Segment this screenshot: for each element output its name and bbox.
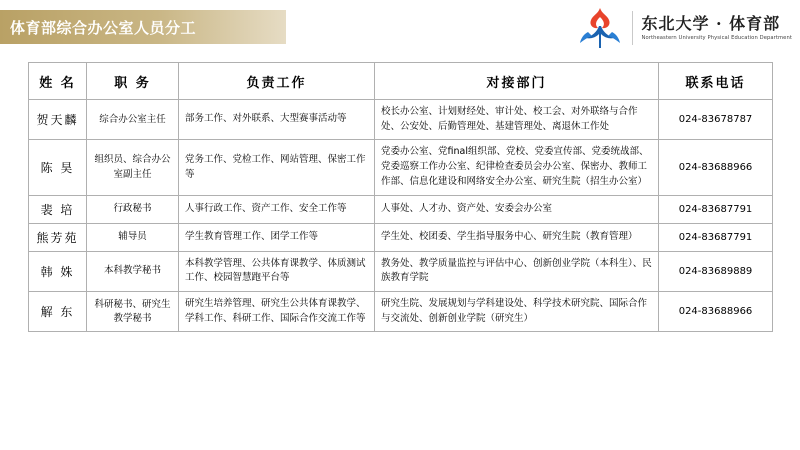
table-row <box>29 195 773 223</box>
cell-duty: 研究生培养管理、研究生公共体育课教学、学科工作、科研工作、国际合作交流工作等 <box>179 292 375 332</box>
cell-duty: 本科教学管理、公共体育课教学、体质测试工作、校园智慧跑平台等 <box>179 251 375 291</box>
cell-name: 贺天麟 <box>29 100 87 140</box>
cell-phone: 024-83688966 <box>659 292 773 332</box>
brand-name-cn: 东北大学 · 体育部 <box>641 13 781 33</box>
brand-divider <box>632 11 633 45</box>
cell-post: 综合办公室主任 <box>87 100 179 140</box>
column-header-post: 职 务 <box>87 63 179 100</box>
cell-duty: 党务工作、党检工作、网站管理、保密工作等 <box>179 140 375 195</box>
table-row <box>29 292 773 332</box>
cell-dept: 人事处、人才办、资产处、安委会办公室 <box>375 195 659 223</box>
cell-post: 科研秘书、研究生教学秘书 <box>87 292 179 332</box>
cell-name: 解 东 <box>29 292 87 332</box>
cell-phone: 024-83688966 <box>659 140 773 195</box>
cell-post: 辅导员 <box>87 223 179 251</box>
cell-dept: 研究生院、发展规划与学科建设处、科学技术研究院、国际合作与交流处、创新创业学院（研究生） <box>375 292 659 332</box>
cell-dept: 教务处、教学质量监控与评估中心、创新创业学院（本科生）、民族教育学院 <box>375 251 659 291</box>
brand-block <box>576 6 792 50</box>
column-header-name: 姓 名 <box>29 63 87 100</box>
cell-dept: 校长办公室、计划财经处、审计处、校工会、对外联络与合作处、公安处、后勤管理处、基建管理处、离退休工作处 <box>375 100 659 140</box>
staff-assignment-table-wrapper <box>28 62 772 332</box>
cell-duty: 部务工作、对外联系、大型赛事活动等 <box>179 100 375 140</box>
brand-names <box>641 15 792 42</box>
cell-phone: 024-83678787 <box>659 100 773 140</box>
cell-name: 陈 昊 <box>29 140 87 195</box>
table-row <box>29 100 773 140</box>
cell-name: 韩 姝 <box>29 251 87 291</box>
cell-duty: 人事行政工作、资产工作、安全工作等 <box>179 195 375 223</box>
cell-phone: 024-83689889 <box>659 251 773 291</box>
column-header-phone: 联系电话 <box>659 63 773 100</box>
cell-post: 行政秘书 <box>87 195 179 223</box>
column-header-dept: 对接部门 <box>375 63 659 100</box>
table-row <box>29 140 773 195</box>
cell-post: 本科教学秘书 <box>87 251 179 291</box>
table-header-row <box>29 63 773 100</box>
cell-post: 组织员、综合办公室副主任 <box>87 140 179 195</box>
page-title: 体育部综合办公室人员分工 <box>10 18 197 37</box>
page-header <box>0 0 800 56</box>
cell-phone: 024-83687791 <box>659 195 773 223</box>
brand-name-en: Northeastern University Physical Education Department <box>641 35 792 42</box>
cell-dept: 党委办公室、党final组织部、党校、党委宣传部、党委统战部、党委巡察工作办公室、纪律检查委员会办公室、保密办、教师工作部、信息化建设和网络安全办公室、研究生院（招生办公室） <box>375 140 659 195</box>
column-header-duty: 负责工作 <box>179 63 375 100</box>
cell-name: 熊芳苑 <box>29 223 87 251</box>
neu-torch-logo-icon <box>576 6 624 50</box>
cell-dept: 学生处、校团委、学生指导服务中心、研究生院（教育管理） <box>375 223 659 251</box>
title-banner <box>0 10 286 44</box>
cell-name: 裴 培 <box>29 195 87 223</box>
table-row <box>29 223 773 251</box>
table-row <box>29 251 773 291</box>
cell-duty: 学生教育管理工作、团学工作等 <box>179 223 375 251</box>
staff-assignment-table <box>28 62 773 332</box>
cell-phone: 024-83687791 <box>659 223 773 251</box>
